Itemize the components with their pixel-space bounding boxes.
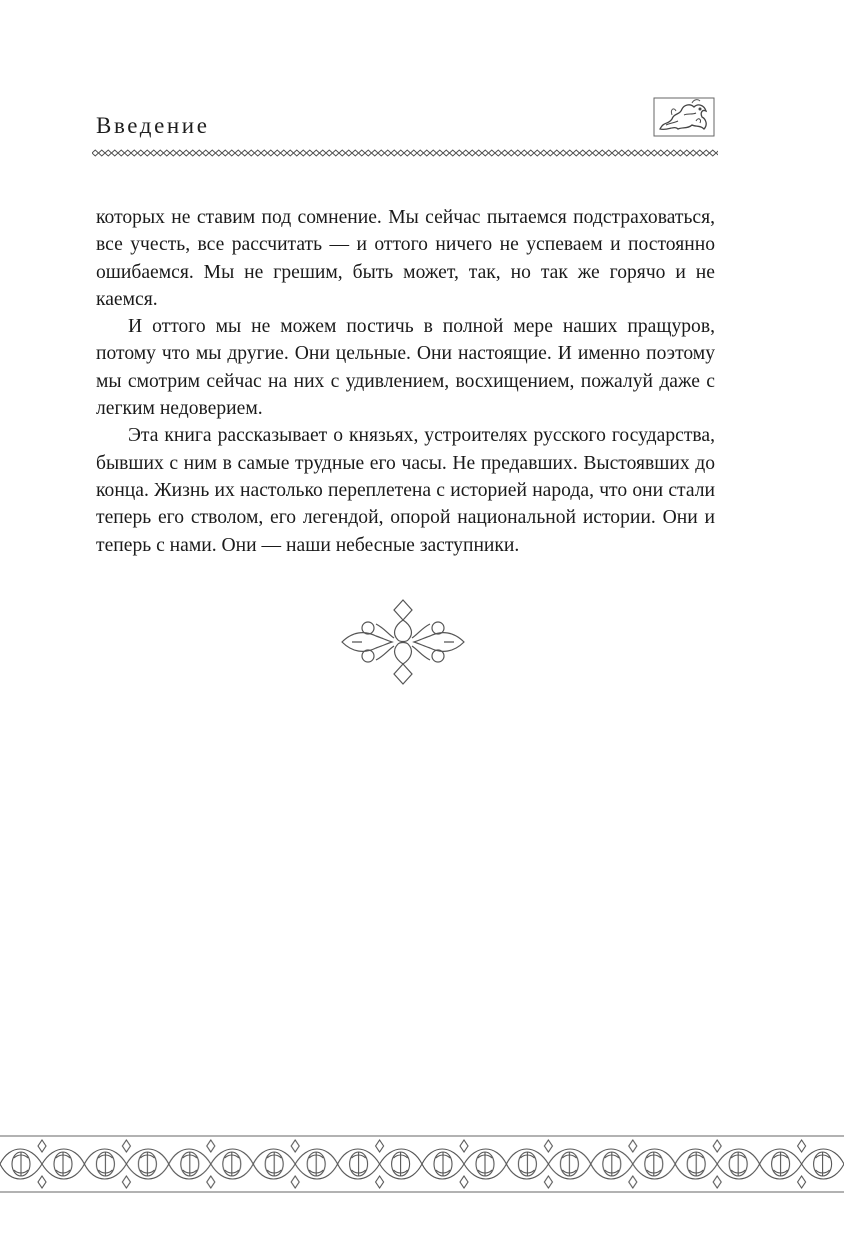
diamond-chain-rule-icon	[92, 148, 718, 158]
paragraph-3: Эта книга рассказывает о князьях, устроителях русского государства, бывших с ним в самые трудные его часы. Не предавших. Выстоявших до конца. Жизнь их настолько переплетена с историей народа, что они стали теперь его стволом, его легендой, опорой национальной истории. Они и теперь с нами. Они — наши небесные заступники.	[96, 425, 715, 556]
page-title: Введение	[96, 113, 210, 138]
paragraph-1: которых не ставим под сомнение. Мы сейчас пытаемся подстраховаться, все учесть, все рассчитать — и оттого ничего не успеваем и постоянно ошибаемся. Мы не грешим, быть может, так, но так же горячо и не каемся.	[96, 207, 715, 310]
interlace-border-icon	[0, 1130, 844, 1198]
griffin-emblem-icon	[652, 95, 716, 139]
paragraph-2: И оттого мы не можем постичь в полной мере наших пращуров, потому что мы другие. Они цельные. Они настоящие. И именно поэтому мы смотрим сейчас на них с удивлением, восхищением, пожалуй даже с легким недоверием.	[96, 316, 715, 420]
body-text	[96, 204, 715, 559]
knot-cross-ornament-icon	[338, 598, 468, 686]
